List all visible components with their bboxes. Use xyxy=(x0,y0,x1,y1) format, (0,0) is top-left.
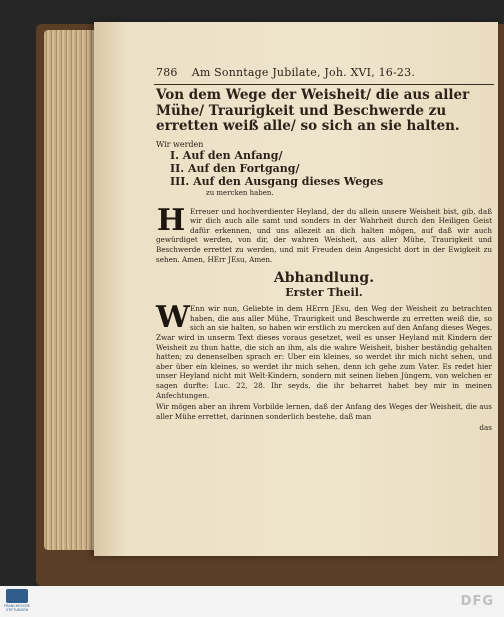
book-page xyxy=(94,22,498,556)
page-number: 786 xyxy=(156,66,178,79)
outline-note: zu mercken haben. xyxy=(206,189,274,198)
prayer-dropcap: H xyxy=(156,202,186,238)
outline-item: I. Auf den Anfang/ xyxy=(170,149,283,163)
sermon-title: Von dem Wege der Weisheit/ die aus aller Mühe/ Traurigkeit und Beschwerde zu erretten weiß alle/ so sich an sie halten. xyxy=(156,87,470,134)
body-paragraph xyxy=(156,300,492,400)
body-dropcap: W xyxy=(156,300,190,336)
prayer-paragraph xyxy=(156,202,492,265)
prayer-text: Erreuer und hochverdienter Heyland, der du allein unsere Weisheit bist, gib, daß wir dich auch alle samt und sonders in der Wahrheit durch den Heiligen Geist dafür erkennen, und uns allezeit an dich halten mögen, auf daß wir auch gewürdiget werden, von dir, der wahren Weisheit, aus aller Mühe, Traurigkeit und Beschwerde errettet zu werden, und mit Freuden dein Angesicht dort in der Ewigkeit zu sehen. Amen, HErr JEsu, Amen. xyxy=(156,206,492,264)
page-edges xyxy=(44,30,94,550)
section-subtitle: Erster Theil. xyxy=(285,286,363,300)
franckesche-logo-icon[interactable] xyxy=(6,589,28,603)
outline-item: III. Auf den Ausgang dieses Weges xyxy=(170,175,384,189)
running-title: Am Sonntage Jubilate, Joh. XVI, 16-23. xyxy=(191,66,416,79)
catchword: das xyxy=(479,423,492,433)
outline-intro: Wir werden xyxy=(156,139,204,149)
header-rule xyxy=(154,84,494,85)
logo-caption: FRANCKESCHE STIFTUNGEN xyxy=(4,604,30,612)
body-paragraph-1: Enn wir nun, Geliebte in dem HErrn JEsu, den Weg der Weisheit zu betrachten haben, die aus aller Mühe, Traurigkeit und Beschwerde zu erretten weiß die, so sich an sie halten, so haben wir erstlich zu mercken auf den Anfang dieses Weges. Zwar wird in unserm Text dieses voraus gesetzet, weil es unser Heyland mit Kindern der Weisheit zu thun hatte, die sich an ihm, als die wahre Weisheit, bisher beständig gehalten hatten; zu denenselben sprach er: Uber ein kleines, so werdet ihr mich nicht sehen, und aber über ein kleines, so werdet ihr mich sehen, denn ich gehe zum Vater. Es redet hier unser Heyland nicht mit Welt-Kindern, sondern mit seinen lieben Jüngern, von welchen er sagen durfte: Luc. 22, 28. Ihr seyds, die ihr beharret habet bey mir in meinen Anfechtungen. xyxy=(156,304,492,400)
text-block xyxy=(156,88,492,440)
dfg-logo[interactable]: DFG xyxy=(460,594,494,609)
running-header xyxy=(156,66,496,79)
body-paragraph-2: Wir mögen aber an ihrem Vorbilde lernen, daß der Anfang des Weges der Weisheit, die aus aller Mühe errettet, darinnen sonderlich bestehe, daß man xyxy=(156,402,492,421)
section-title: Abhandlung. xyxy=(273,270,375,287)
outline-item: II. Auf den Fortgang/ xyxy=(170,162,300,176)
viewer-footer xyxy=(0,586,504,617)
